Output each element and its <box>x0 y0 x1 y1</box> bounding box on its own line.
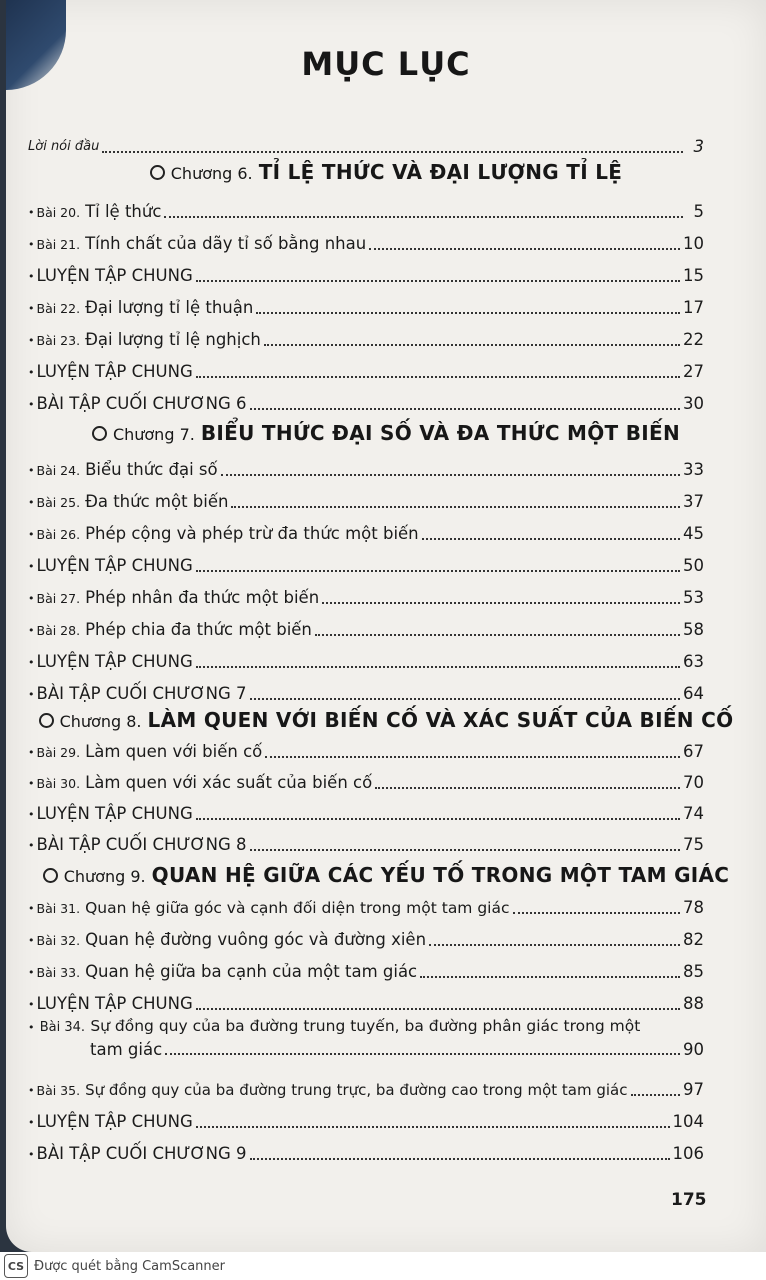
toc-entry <box>28 769 704 793</box>
lesson-number: Bài 29. <box>36 745 81 760</box>
leader-dots <box>196 818 680 820</box>
toc-entry-page: 78 <box>683 898 704 917</box>
toc-entry <box>28 584 704 608</box>
circle-icon <box>150 165 165 180</box>
toc-entry-page: 27 <box>683 362 704 381</box>
lesson-number: Bài 30. <box>36 776 81 791</box>
leader-dots <box>102 151 683 153</box>
toc-entry-line <box>28 1016 704 1035</box>
bullet-icon: • <box>28 270 35 283</box>
circle-icon <box>39 713 54 728</box>
toc-entry-label: Đại lượng tỉ lệ nghịch <box>85 330 261 349</box>
chapter-prefix: Chương 7. <box>112 425 195 444</box>
toc-entry <box>28 738 704 762</box>
bullet-icon: • <box>28 592 35 605</box>
leader-dots <box>322 602 680 604</box>
toc-entry-page: 10 <box>683 234 704 253</box>
toc-entry-label: BÀI TẬP CUỐI CHƯƠNG 6 <box>36 394 247 413</box>
bullet-icon: • <box>28 398 35 411</box>
toc-entry <box>28 262 704 286</box>
toc-entry-page: 37 <box>683 492 704 511</box>
lesson-number: Bài 35. <box>36 1083 81 1098</box>
toc-entry-intro <box>28 133 704 157</box>
toc-entry-page: 74 <box>683 804 704 823</box>
toc-entry-label: BÀI TẬP CUỐI CHƯƠNG 9 <box>36 1144 247 1163</box>
camscanner-logo-icon: CS <box>4 1254 28 1278</box>
toc-entry-label: LUYỆN TẬP CHUNG <box>36 994 193 1013</box>
bullet-icon: • <box>28 528 35 541</box>
bullet-icon: • <box>28 656 35 669</box>
toc-entry-label: Tỉ lệ thức <box>85 202 162 221</box>
toc-entry-page: 15 <box>683 266 704 285</box>
lesson-number: Bài 31. <box>36 901 81 916</box>
toc-entry <box>28 616 704 640</box>
toc-entry-page: 75 <box>683 835 704 854</box>
lesson-number: Bài 28. <box>36 623 81 638</box>
leader-dots <box>196 666 680 668</box>
toc-entry <box>28 648 704 672</box>
bullet-icon: • <box>28 746 35 759</box>
toc-entry-label: Biểu thức đại số <box>85 460 218 479</box>
toc-entry-label: Quan hệ đường vuông góc và đường xiên <box>85 930 427 949</box>
toc-entry-label: Đa thức một biến <box>85 492 229 511</box>
lesson-number: Bài 27. <box>36 591 81 606</box>
chapter-prefix: Chương 9. <box>63 867 146 886</box>
page-title: MỤC LỤC <box>301 45 471 83</box>
toc-entry-page: 82 <box>683 930 704 949</box>
chapter-name: TỈ LỆ THỨC VÀ ĐẠI LƯỢNG TỈ LỆ <box>258 160 623 184</box>
leader-dots <box>256 312 680 314</box>
toc-entry-label: LUYỆN TẬP CHUNG <box>36 362 193 381</box>
lesson-number: Bài 22. <box>36 301 81 316</box>
toc-entry-label: Làm quen với xác suất của biến cố <box>85 773 373 792</box>
bullet-icon: • <box>28 1084 35 1097</box>
toc-entry-page: 30 <box>683 394 704 413</box>
circle-icon <box>92 426 107 441</box>
toc-entry <box>28 958 704 982</box>
leader-dots <box>422 538 680 540</box>
toc-entry-page: 58 <box>683 620 704 639</box>
toc-entry-page: 17 <box>683 298 704 317</box>
toc-entry-page: 45 <box>683 524 704 543</box>
toc-entry-label: LUYỆN TẬP CHUNG <box>36 652 193 671</box>
toc-entry <box>28 894 704 918</box>
bullet-icon: • <box>28 206 35 219</box>
chapter-heading <box>6 160 766 184</box>
toc-entry-page: 63 <box>683 652 704 671</box>
lesson-number: Bài 25. <box>36 495 81 510</box>
bullet-icon: • <box>28 1148 35 1161</box>
toc-entry-label: Phép nhân đa thức một biến <box>85 588 320 607</box>
lesson-number: Bài 26. <box>36 527 81 542</box>
bullet-icon: • <box>28 1021 35 1034</box>
leader-dots <box>231 506 680 508</box>
toc-entry <box>28 800 704 824</box>
leader-dots <box>315 634 680 636</box>
chapter-heading <box>6 421 766 445</box>
chapter-heading <box>6 863 766 887</box>
toc-entry-page: 3 <box>693 137 704 156</box>
toc-entry-page: 104 <box>672 1112 704 1131</box>
leader-dots <box>196 1008 680 1010</box>
leader-dots <box>420 976 680 978</box>
toc-entry-label: Phép cộng và phép trừ đa thức một biến <box>85 524 419 543</box>
leader-dots <box>264 344 680 346</box>
toc-entry-line <box>28 1035 704 1059</box>
leader-dots <box>164 216 683 218</box>
bullet-icon: • <box>28 366 35 379</box>
lesson-number: Bài 34. <box>39 1020 86 1035</box>
leader-dots <box>250 698 681 700</box>
toc-entry <box>28 326 704 350</box>
toc-entry-wrapped <box>28 1016 704 1059</box>
bullet-icon: • <box>28 808 35 821</box>
toc-entry <box>28 488 704 512</box>
leader-dots <box>165 1053 680 1055</box>
leader-dots <box>196 1126 670 1128</box>
leader-dots <box>369 248 680 250</box>
bullet-icon: • <box>28 1116 35 1129</box>
bullet-icon: • <box>28 560 35 573</box>
chapter-heading <box>6 708 766 732</box>
leader-dots <box>513 912 680 914</box>
leader-dots <box>631 1094 681 1096</box>
toc-entry-page: 67 <box>683 742 704 761</box>
toc-entry-page: 106 <box>672 1144 704 1163</box>
bullet-icon: • <box>28 624 35 637</box>
bullet-icon: • <box>28 688 35 701</box>
bullet-icon: • <box>28 998 35 1011</box>
toc-entry-label: Sự đồng quy của ba đường trung trực, ba đường cao trong một tam giác <box>85 1081 628 1099</box>
chapter-name: LÀM QUEN VỚI BIẾN CỐ VÀ XÁC SUẤT CỦA BIẾN CỐ <box>147 708 734 732</box>
toc-entry <box>28 294 704 318</box>
toc-entry-page: 97 <box>683 1080 704 1099</box>
lesson-number: Bài 23. <box>36 333 81 348</box>
toc-entry <box>28 358 704 382</box>
toc-entry <box>28 198 704 222</box>
page-number: 175 <box>671 1190 707 1210</box>
toc-entry-page: 70 <box>683 773 704 792</box>
leader-dots <box>250 408 681 410</box>
toc-entry-label-continued: tam giác <box>90 1040 163 1059</box>
lesson-number: Bài 21. <box>36 237 81 252</box>
lesson-number: Bài 32. <box>36 933 81 948</box>
bullet-icon: • <box>28 496 35 509</box>
toc-entry-label: Làm quen với biến cố <box>85 742 263 761</box>
toc-entry-page: 22 <box>683 330 704 349</box>
toc-entry <box>28 1108 704 1132</box>
toc-entry-label: Quan hệ giữa góc và cạnh đối diện trong một tam giác <box>85 899 510 917</box>
lesson-number: Bài 24. <box>36 463 81 478</box>
chapter-prefix: Chương 8. <box>59 712 142 731</box>
leader-dots <box>196 280 680 282</box>
toc-entry <box>28 552 704 576</box>
toc-entry-page: 88 <box>683 994 704 1013</box>
chapter-name: QUAN HỆ GIỮA CÁC YẾU TỐ TRONG MỘT TAM GIÁC <box>151 863 730 887</box>
toc-entry-label: Lời nói đầu <box>28 139 100 154</box>
bullet-icon: • <box>28 464 35 477</box>
bullet-icon: • <box>28 334 35 347</box>
leader-dots <box>196 376 680 378</box>
toc-entry <box>28 680 704 704</box>
bullet-icon: • <box>28 777 35 790</box>
table-of-contents <box>6 0 766 1252</box>
leader-dots <box>250 849 681 851</box>
bullet-icon: • <box>28 966 35 979</box>
toc-entry <box>28 990 704 1014</box>
toc-entry <box>28 520 704 544</box>
circle-icon <box>43 868 58 883</box>
toc-entry-label: LUYỆN TẬP CHUNG <box>36 266 193 285</box>
toc-entry-label: Quan hệ giữa ba cạnh của một tam giác <box>85 962 418 981</box>
toc-entry <box>28 456 704 480</box>
scanner-footer-text: Được quét bằng CamScanner <box>34 1258 226 1274</box>
bullet-icon: • <box>28 934 35 947</box>
toc-entry-label: LUYỆN TẬP CHUNG <box>36 1112 193 1131</box>
toc-entry-label: LUYỆN TẬP CHUNG <box>36 804 193 823</box>
chapter-prefix: Chương 6. <box>170 164 253 183</box>
toc-entry-page: 90 <box>683 1040 704 1059</box>
toc-entry <box>28 230 704 254</box>
toc-entry-label: BÀI TẬP CUỐI CHƯƠNG 7 <box>36 684 247 703</box>
toc-entry-label: Tính chất của dãy tỉ số bằng nhau <box>85 234 367 253</box>
scanner-footer <box>0 1252 766 1280</box>
toc-entry-label: Phép chia đa thức một biến <box>85 620 312 639</box>
bullet-icon: • <box>28 902 35 915</box>
leader-dots <box>265 756 680 758</box>
book-page <box>6 0 766 1252</box>
lesson-number: Bài 20. <box>36 205 81 220</box>
toc-entry-page: 5 <box>693 202 704 221</box>
toc-entry <box>28 1076 704 1100</box>
leader-dots <box>375 787 680 789</box>
lesson-number: Bài 33. <box>36 965 81 980</box>
toc-entry-page: 50 <box>683 556 704 575</box>
toc-entry-page: 64 <box>683 684 704 703</box>
toc-entry <box>28 390 704 414</box>
bullet-icon: • <box>28 839 35 852</box>
bullet-icon: • <box>28 302 35 315</box>
bullet-icon: • <box>28 238 35 251</box>
toc-entry <box>28 831 704 855</box>
toc-entry-label: LUYỆN TẬP CHUNG <box>36 556 193 575</box>
leader-dots <box>196 570 680 572</box>
toc-entry-label: BÀI TẬP CUỐI CHƯƠNG 8 <box>36 835 247 854</box>
leader-dots <box>221 474 680 476</box>
toc-entry-label: Sự đồng quy của ba đường trung tuyến, ba đường phân giác trong một <box>90 1017 641 1035</box>
toc-entry-page: 53 <box>683 588 704 607</box>
leader-dots <box>429 944 680 946</box>
toc-entry-label: Đại lượng tỉ lệ thuận <box>85 298 254 317</box>
toc-entry <box>28 926 704 950</box>
toc-entry <box>28 1140 704 1164</box>
toc-entry-page: 85 <box>683 962 704 981</box>
leader-dots <box>250 1158 670 1160</box>
chapter-name: BIỂU THỨC ĐẠI SỐ VÀ ĐA THỨC MỘT BIẾN <box>200 421 681 445</box>
toc-entry-page: 33 <box>683 460 704 479</box>
